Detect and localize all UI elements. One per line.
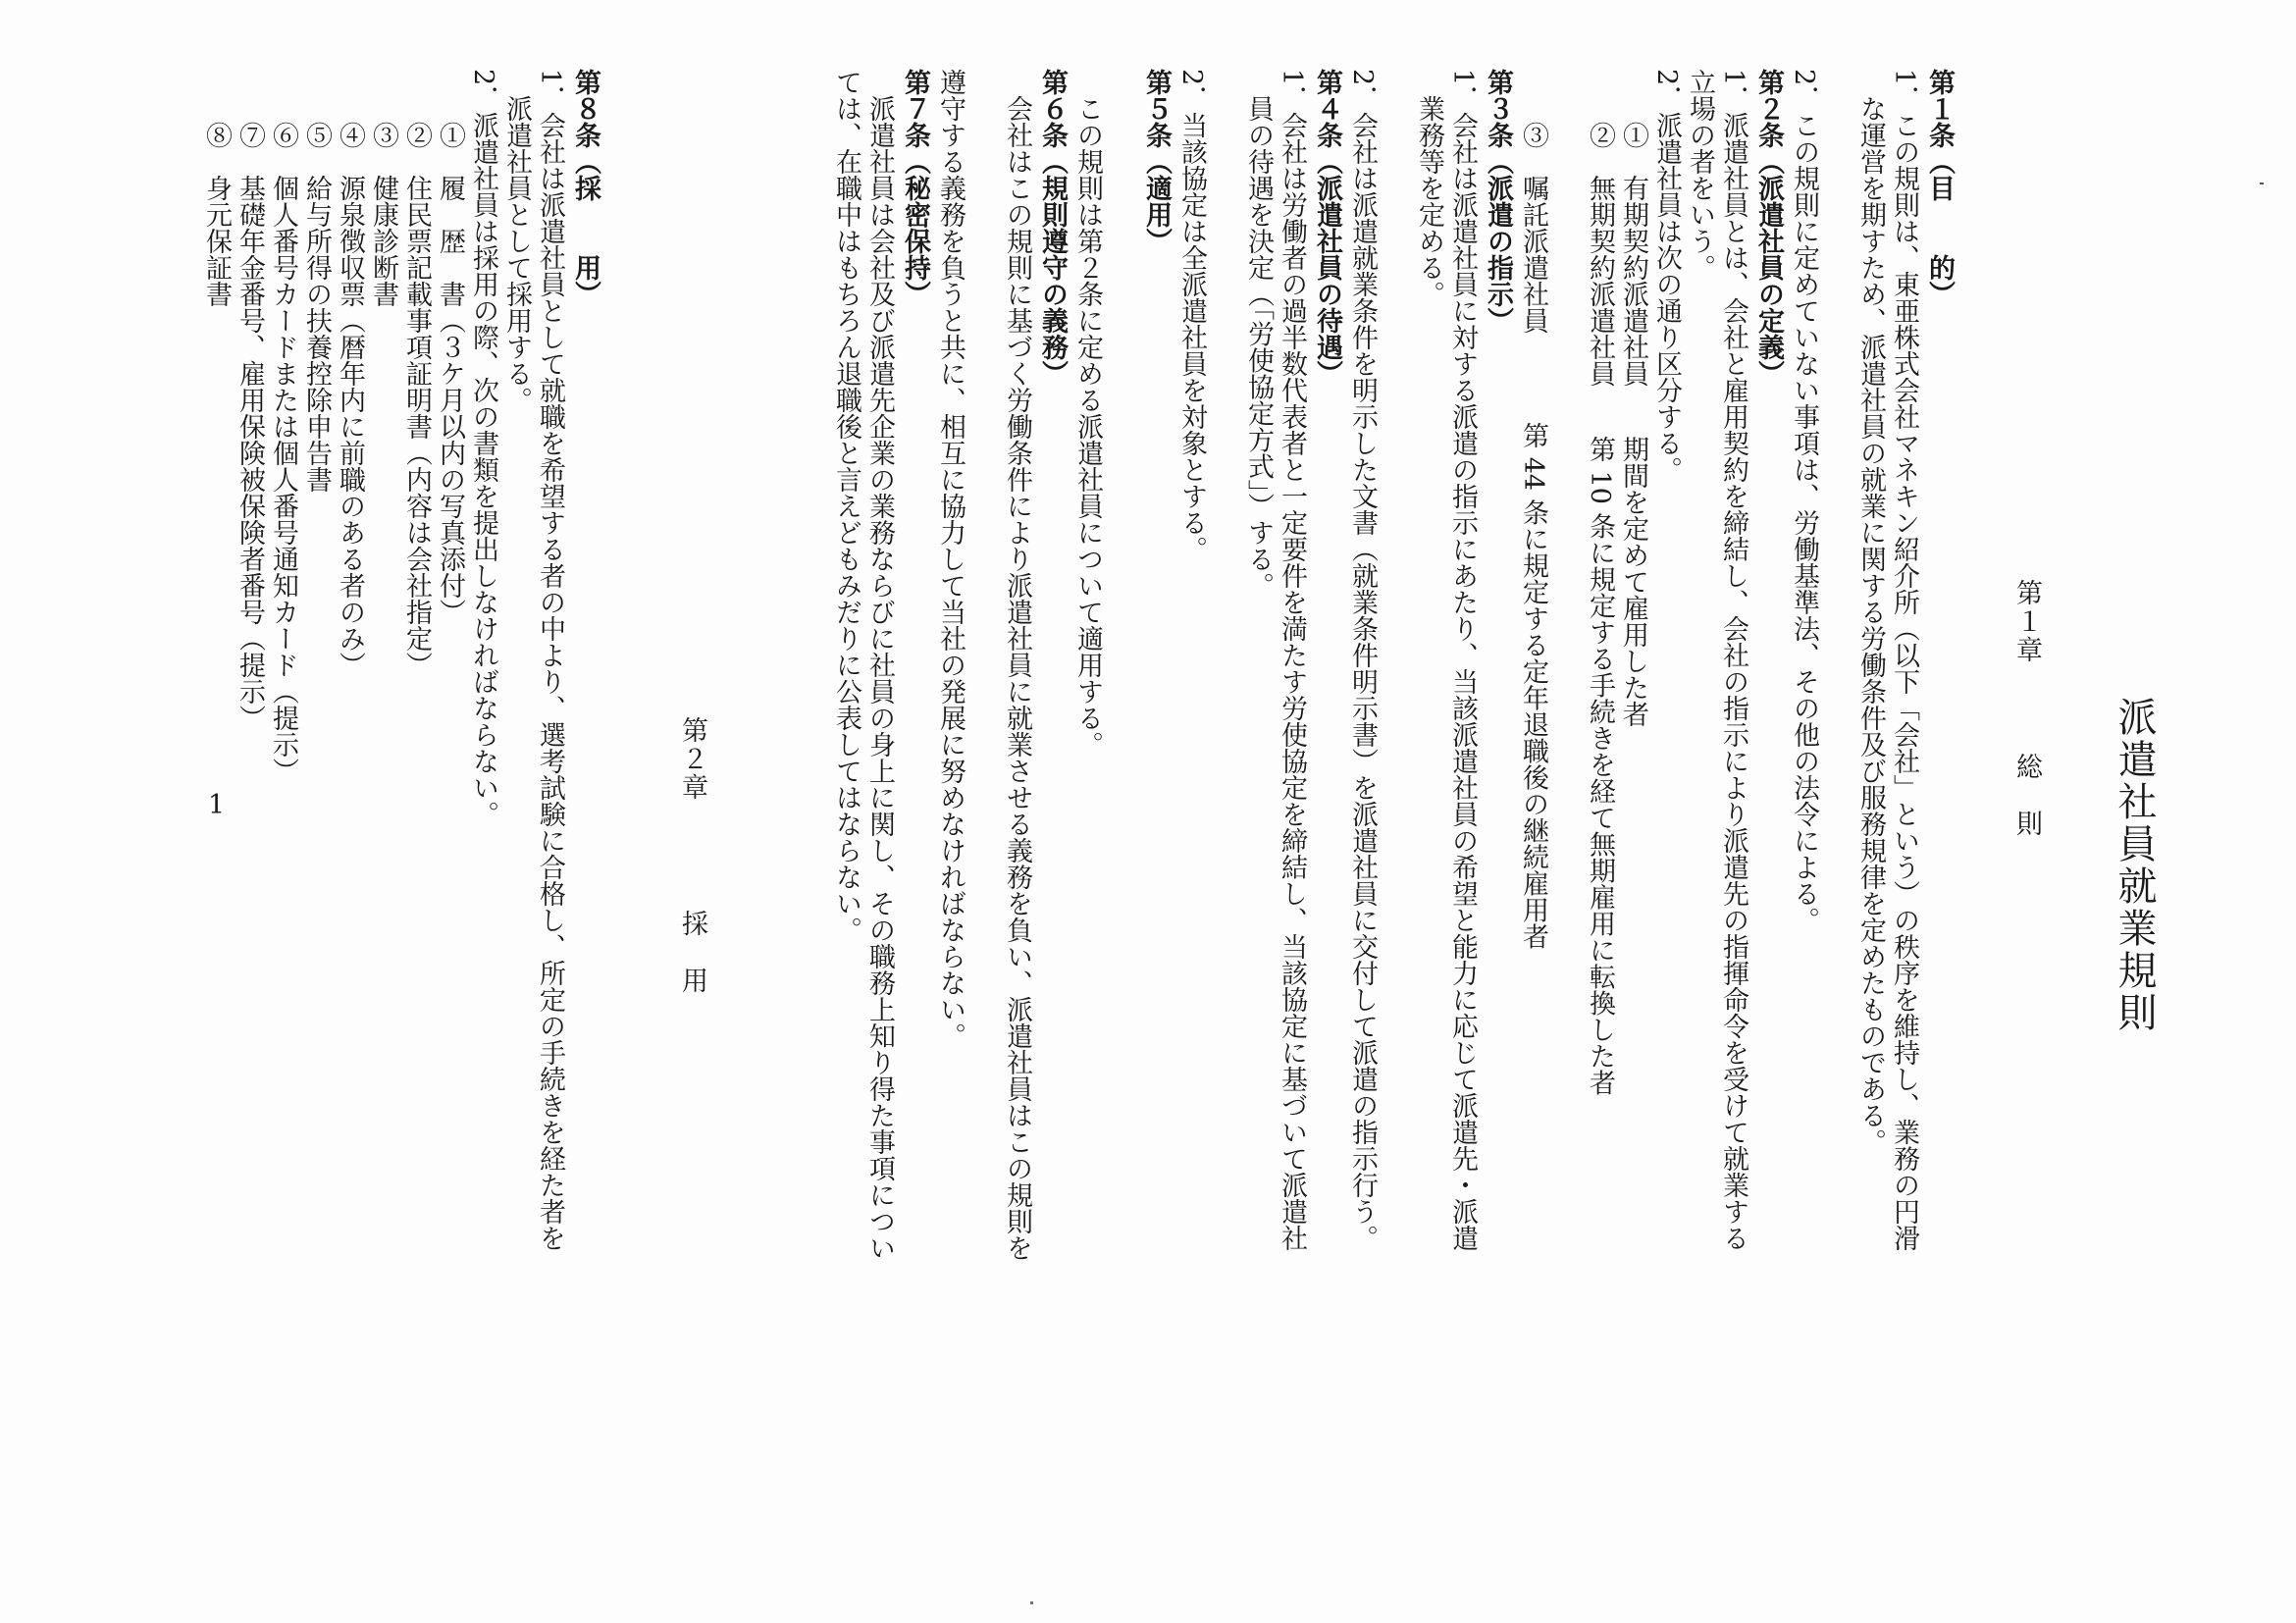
category-item xyxy=(1616,69,1649,1521)
document-list-item: ④ 源泉徴収票（暦年内に前職のある者のみ） xyxy=(335,122,365,678)
article-1-line: 2．この規則に定めていない事項は、労働基準法、その他の法令による。 xyxy=(1789,69,1819,934)
document-list-item: ① 履 歴 書（３ケ月以内の写真添付） xyxy=(435,122,465,625)
document-body xyxy=(199,69,2164,1521)
chapter-label: 第２章 xyxy=(677,716,707,802)
scan-mark xyxy=(2260,183,2264,184)
category-item xyxy=(1583,69,1616,1521)
article-1-line: 1．この規則は、東亜株式会社マネキン紹介所（以下「会社」という）の秩序を維持し、業務の円滑 xyxy=(1889,69,1919,1252)
category-desc: 第 10 条に規定する手続きを経て無期雇用に転換した者 xyxy=(1585,436,1615,1096)
scan-mark xyxy=(1030,1601,1033,1604)
article-3-line: 2．会社は派遣就業条件を明示した文書（就業条件明示書）を派遣社員に交付して派遣の指示行う。 xyxy=(1347,69,1378,1252)
category-name: ② 無期契約派遣社員 xyxy=(1585,122,1615,387)
article-7-line: ては、在職中はもちろん退職後と言えどもみだりに公表してはならない。 xyxy=(831,69,861,943)
article-5-heading: 第５条（適用） xyxy=(1141,69,1172,254)
article-3-line: 業務等を定める。 xyxy=(1414,95,1444,307)
chapter-2-heading xyxy=(672,69,711,1521)
article-2-heading: 第２条（派遣社員の定義） xyxy=(1753,69,1784,387)
article-2-line: 2．派遣社員は次の通り区分する。 xyxy=(1651,69,1682,484)
category-desc: 第 44 条に規定する定年退職後の継続雇用者 xyxy=(1518,422,1548,950)
article-7-heading: 第７条（秘密保持） xyxy=(900,69,930,307)
article-8-heading: 第８条（採 用） xyxy=(570,69,600,307)
article-1-heading: 第１条（目 的） xyxy=(1924,69,1955,307)
document-title: 派遣社員就業規則 xyxy=(2112,697,2157,1034)
article-7-line: 派遣社員は会社及び派遣先企業の業務ならびに社員の身上に関し、その職務上知り得た事項につい xyxy=(864,95,895,1261)
chapter-name: 採 用 xyxy=(677,910,707,995)
article-6-line: 会社はこの規則に基づく労働条件により派遣社員に就業させる義務を負い、派遣社員はこの規則を xyxy=(1002,95,1032,1261)
document-list-item: ⑧ 身元保証書 xyxy=(201,122,232,307)
chapter-name: 総 則 xyxy=(2011,753,2042,838)
category-desc: 期間を定めて雇用した者 xyxy=(1618,436,1648,727)
article-3-heading: 第３条（派遣の指示） xyxy=(1483,69,1513,334)
chapter-label: 第１章 xyxy=(2011,579,2042,664)
article-4-line: 2．当該協定は全派遣社員を対象とする。 xyxy=(1176,69,1207,563)
article-4-heading: 第４条（派遣社員の待遇） xyxy=(1312,69,1342,387)
article-6-line: 遵守する義務を負うと共に、相互に協力して当社の発展に努めなければならない。 xyxy=(935,69,965,1049)
document-list-item: ③ 健康診断書 xyxy=(368,122,398,307)
document-list-item: ⑦ 基礎年金番号、雇用保険被保険者番号（提示） xyxy=(235,122,265,731)
category-item xyxy=(1516,69,1549,1521)
document-list-item: ⑤ 給与所得の扶養控除申告書 xyxy=(301,122,332,493)
article-8-line: 派遣社員として採用する。 xyxy=(501,95,532,413)
article-8-line: 1．会社は派遣社員として就職を希望する者の中より、選考試験に合格し、所定の手続きを経た者を xyxy=(535,69,565,1252)
chapter-1-heading xyxy=(2007,69,2046,1521)
article-6-heading: 第６条（規則遵守の義務） xyxy=(1037,69,1068,387)
category-name: ① 有期契約派遣社員 xyxy=(1618,122,1648,387)
article-1-line: な運営を期すため、派遣社員の就業に関する労働条件及び服務規律を定めたものである。 xyxy=(1855,95,1886,1155)
article-3-line: 1．会社は派遣社員に対する派遣の指示にあたり、当該派遣社員の希望と能力に応じて派遣先・派遣 xyxy=(1447,69,1478,1252)
document-list-item: ② 住民票記載事項証明書（内容は会社指定） xyxy=(401,122,432,678)
document-list-item: ⑥ 個人番号カードまたは個人番号通知カード（提示） xyxy=(268,122,298,784)
page-number: 1 xyxy=(208,790,226,820)
article-5-line: この規則は第２条に定める派遣社員について適用する。 xyxy=(1072,95,1103,758)
article-2-line: 立場の者をいう。 xyxy=(1685,69,1715,281)
article-4-line: 1．会社は労働者の過半数代表者と一定要件を満たす労使協定を締結し、当該協定に基づいて派遣社 xyxy=(1277,69,1307,1252)
category-name: ③ 嘱託派遣社員 xyxy=(1518,122,1548,334)
article-2-line: 1．派遣社員とは、会社と雇用契約を締結し、会社の指示により派遣先の指揮命令を受けて就業する xyxy=(1718,69,1748,1252)
article-4-line: 員の待遇を決定（「労使協定方式」）する。 xyxy=(1243,95,1274,599)
article-8-line: 2．派遣社員は採用の際、次の書類を提出しなければならない。 xyxy=(468,69,498,828)
